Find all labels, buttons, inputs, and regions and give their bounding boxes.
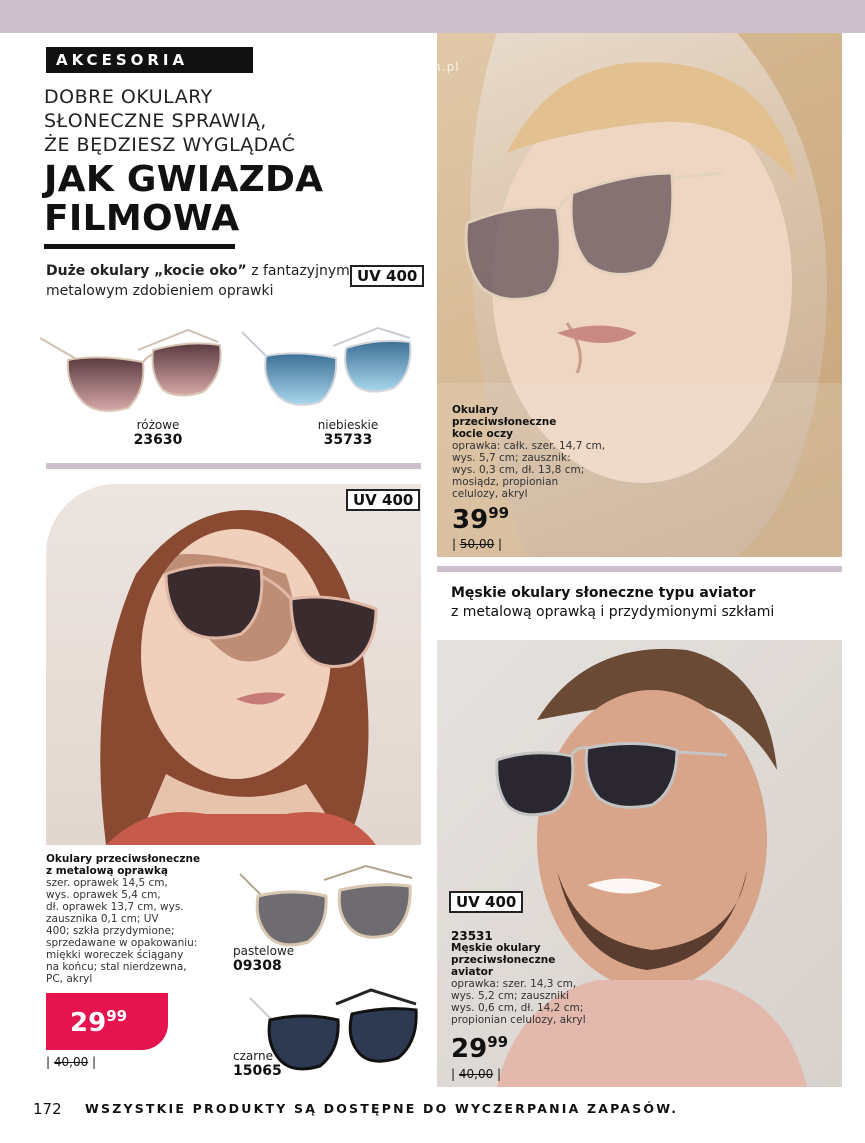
- variant-color: pastelowe: [233, 944, 295, 958]
- cat-eye-description: [452, 404, 612, 500]
- desc-line: 400; szkła przydymione;: [46, 925, 175, 937]
- title-line: FILMOWA: [44, 198, 240, 239]
- desc-title: kocie oczy: [452, 428, 513, 440]
- desc-line: szer. oprawek 14,5 cm,: [46, 877, 168, 889]
- desc-title: z metalową oprawką: [46, 865, 168, 877]
- desc-line: propionian celulozy, akryl: [451, 1014, 586, 1026]
- title-underline: [44, 244, 235, 249]
- variant-code: 35733: [323, 432, 373, 448]
- aviator-old-price: | 40,00 |: [451, 1067, 502, 1081]
- desc-line: oprawka: całk. szer. 14,7 cm,: [452, 440, 606, 452]
- desc-title: Męskie okulary: [451, 942, 541, 954]
- headline-line: ŻE BĘDZIESZ WYGLĄDAĆ: [44, 134, 296, 156]
- aviator-code: 23531: [451, 929, 493, 943]
- page-title: [44, 160, 323, 238]
- variant-black: [233, 1049, 282, 1079]
- section-tag: AKCESORIA: [46, 47, 253, 73]
- desc-line: oprawka: szer. 14,3 cm,: [451, 978, 577, 990]
- cat-eye-old-price: | 50,00 |: [452, 537, 503, 551]
- variant-code: 23630: [133, 432, 183, 448]
- uv-badge: UV 400: [350, 265, 424, 287]
- variant-pastel: [233, 944, 294, 974]
- footer-note: WSZYSTKIE PRODUKTY SĄ DOSTĘPNE DO WYCZERPANIA ZAPASÓW.: [85, 1101, 679, 1116]
- intro-text: metalowym zdobieniem oprawki: [46, 283, 274, 299]
- variant-blue: [308, 418, 388, 448]
- price-cents: 99: [106, 1007, 128, 1025]
- variant-color: czarne: [233, 1049, 273, 1063]
- intro-bold: Duże okulary „kocie oko”: [46, 263, 247, 279]
- title-line: JAK GWIAZDA: [44, 159, 324, 200]
- desc-line: wys. 0,3 cm, dł. 13,8 cm;: [452, 464, 585, 476]
- section-divider: [437, 566, 842, 572]
- desc-title: przeciwsłoneczne: [452, 416, 557, 428]
- page-number: 172: [33, 1100, 62, 1118]
- metal-frame-description: [46, 853, 226, 985]
- variant-pink: [118, 418, 198, 448]
- intro-text: z fantazyjnym: [246, 263, 350, 279]
- metal-frame-old-price: | 40,00 |: [46, 1055, 97, 1069]
- cat-eye-intro: [46, 261, 350, 301]
- aviator-heading-text: z metalową oprawką i przydymionymi szkłami: [451, 604, 775, 620]
- cat-eye-price: [452, 504, 509, 535]
- aviator-description: [451, 930, 611, 1026]
- old-price-value: 50,00: [459, 537, 495, 551]
- price-cents: 99: [487, 1033, 509, 1051]
- product-image-blue[interactable]: [238, 318, 418, 413]
- desc-line: PC, akryl: [46, 973, 93, 985]
- desc-title: Okulary: [452, 404, 499, 416]
- uv-badge: UV 400: [346, 489, 420, 511]
- metal-frame-price-box: [46, 993, 168, 1050]
- price-main: 29: [70, 1008, 107, 1038]
- aviator-price: [451, 1033, 508, 1064]
- variant-color: różowe: [136, 418, 180, 432]
- price-cents: 99: [488, 504, 510, 522]
- old-price-value: 40,00: [53, 1055, 89, 1069]
- headline: [44, 85, 295, 157]
- desc-line: zausznika 0,1 cm; UV: [46, 913, 159, 925]
- price-main: 29: [451, 1034, 488, 1064]
- section-divider: [46, 463, 421, 469]
- metal-frame-price: [70, 1007, 168, 1038]
- desc-line: dł. oprawek 13,7 cm, wys.: [46, 901, 184, 913]
- headline-line: DOBRE OKULARY: [44, 86, 213, 108]
- aviator-heading: [451, 584, 774, 622]
- desc-title: przeciwsłoneczne: [451, 954, 556, 966]
- headline-line: SŁONECZNE SPRAWIĄ,: [44, 110, 267, 132]
- desc-line: sprzedawane w opakowaniu:: [46, 937, 198, 949]
- old-price-value: 40,00: [458, 1067, 494, 1081]
- desc-line: mosiądz, propionian: [452, 476, 559, 488]
- desc-line: wys. oprawek 5,4 cm,: [46, 889, 161, 901]
- desc-line: wys. 5,2 cm; zauszniki: [451, 990, 570, 1002]
- product-image-pastel[interactable]: [236, 860, 416, 952]
- watermark: mójavon.pl: [383, 60, 460, 74]
- desc-line: miękki woreczek ściągany: [46, 949, 184, 961]
- desc-line: na końcu; stal nierdzewna,: [46, 961, 187, 973]
- desc-line: wys. 5,7 cm; zausznik:: [452, 452, 571, 464]
- top-bar: [0, 0, 865, 33]
- variant-code: 09308: [233, 958, 282, 974]
- desc-line: wys. 0,6 cm, dł. 14,2 cm;: [451, 1002, 584, 1014]
- uv-badge: UV 400: [449, 891, 523, 913]
- desc-line: celulozy, akryl: [452, 488, 528, 500]
- product-image-pink[interactable]: [38, 320, 228, 415]
- aviator-heading-bold: Męskie okulary słoneczne typu aviator: [451, 585, 756, 601]
- desc-title: Okulary przeciwsłoneczne: [46, 853, 201, 865]
- price-main: 39: [452, 505, 489, 535]
- variant-color: niebieskie: [317, 418, 379, 432]
- variant-code: 15065: [233, 1063, 282, 1079]
- desc-title: aviator: [451, 966, 494, 978]
- model-photo-metal-frame: [46, 484, 421, 845]
